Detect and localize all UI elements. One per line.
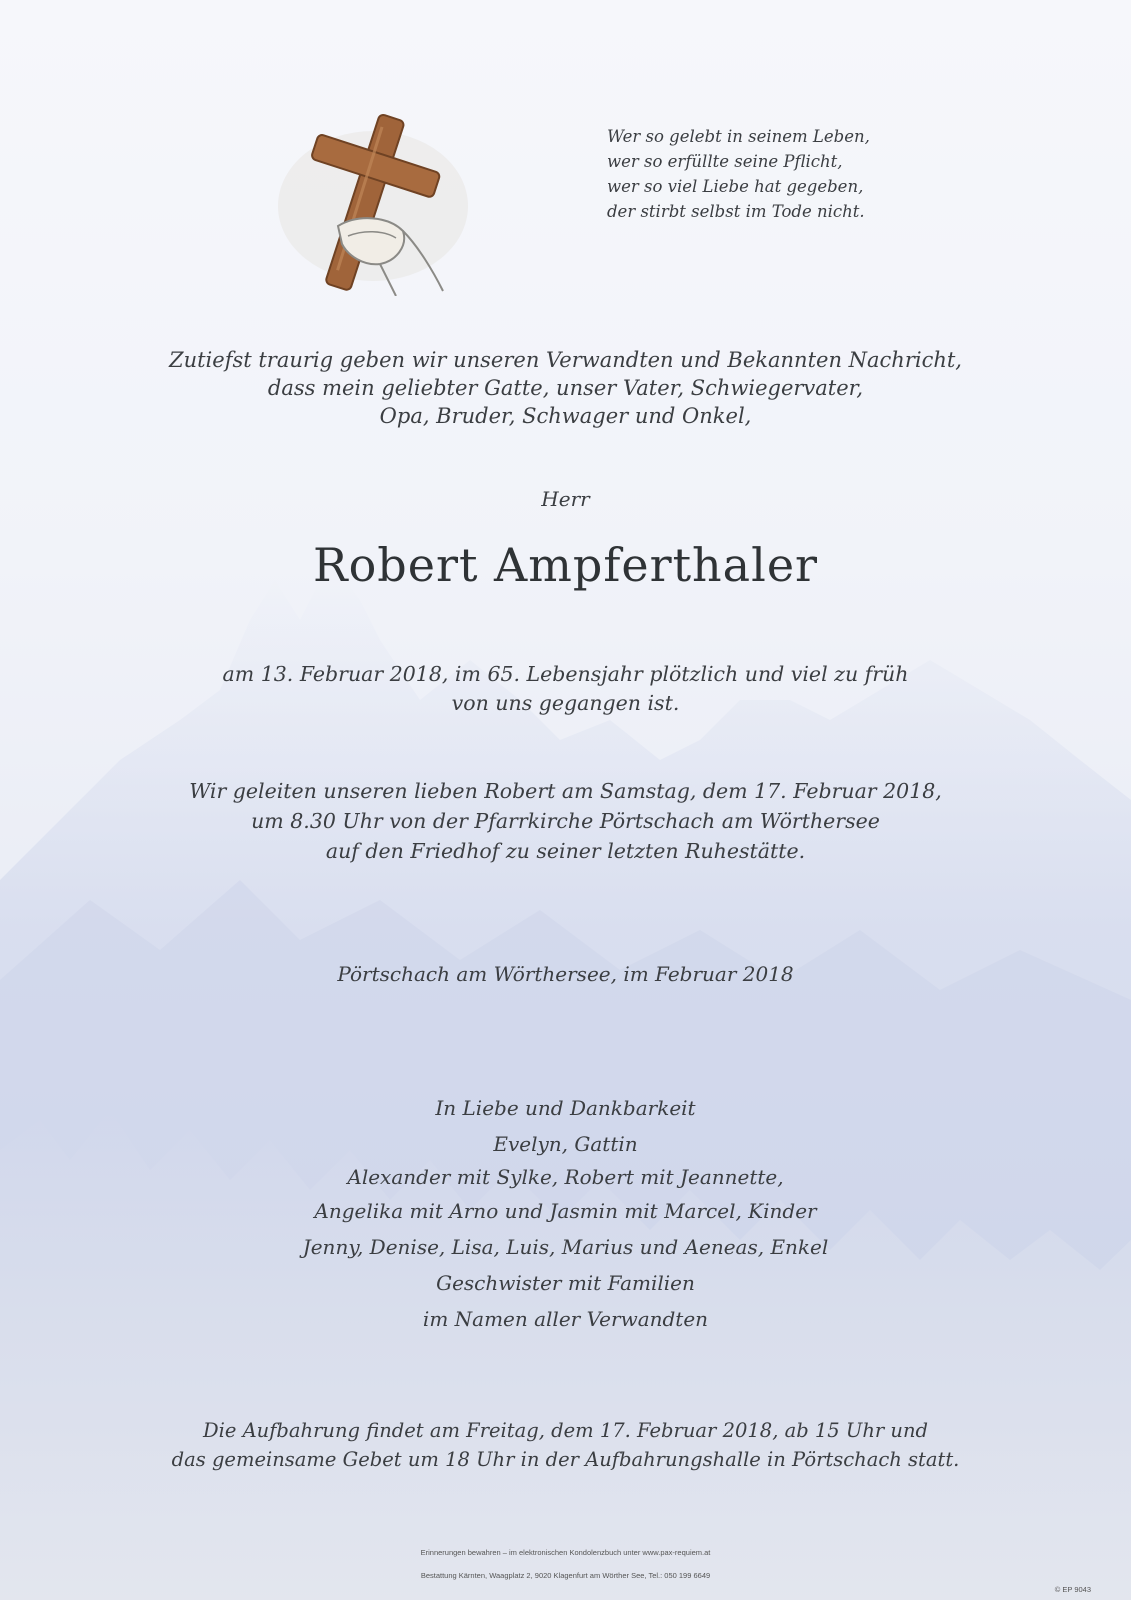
- mourner-entry: Alexander mit Sylke, Robert mit Jeannette,: [347, 1165, 784, 1189]
- deceased-name: Robert Ampferthaler: [312, 538, 819, 592]
- deceased-salutation: Herr: [541, 487, 590, 511]
- wake-line: Die Aufbahrung findet am Freitag, dem 17. Februar 2018, ab 15 Uhr und: [202, 1419, 929, 1442]
- burial-notice: [0, 776, 1131, 866]
- mourners-heading: In Liebe und Dankbarkeit: [435, 1096, 696, 1120]
- burial-line: auf den Friedhof zu seiner letzten Ruhestätte.: [325, 839, 806, 863]
- mourners-list: [0, 1090, 1131, 1337]
- intro-line: dass mein geliebter Gatte, unser Vater, Schwiegervater,: [267, 376, 864, 400]
- funeral-home-address: Bestattung Kärnten, Waagplatz 2, 9020 Klagenfurt am Wörther See, Tel.: 050 199 6649: [420, 1571, 711, 1580]
- announcement-intro: [0, 346, 1131, 430]
- poem-line: der stirbt selbst im Tode nicht.: [607, 202, 865, 221]
- place-and-date: Pörtschach am Wörthersee, im Februar 2018: [337, 962, 794, 986]
- poem-line: wer so viel Liebe hat gegeben,: [607, 177, 864, 196]
- wake-notice: [0, 1416, 1131, 1474]
- memorial-poem: [607, 124, 937, 224]
- mourner-entry: Geschwister mit Familien: [436, 1271, 695, 1295]
- cross-in-hand-icon: [268, 96, 478, 296]
- mourner-entry: im Namen aller Verwandten: [422, 1307, 709, 1331]
- mourner-entry: Jenny, Denise, Lisa, Luis, Marius und Aeneas, Enkel: [302, 1235, 829, 1259]
- poem-line: wer so erfüllte seine Pflicht,: [607, 152, 843, 171]
- death-line: am 13. Februar 2018, im 65. Lebensjahr plötzlich und viel zu früh: [222, 662, 909, 686]
- condolence-book-link: Erinnerungen bewahren – im elektronischen Kondolenzbuch unter www.pax-requiem.at: [420, 1548, 711, 1557]
- intro-line: Zutiefst traurig geben wir unseren Verwandten und Bekannten Nachricht,: [169, 348, 962, 372]
- print-code: © EP 9043: [1054, 1585, 1091, 1594]
- mourner-entry: Angelika mit Arno und Jasmin mit Marcel, Kinder: [314, 1199, 817, 1223]
- burial-line: Wir geleiten unseren lieben Robert am Samstag, dem 17. Februar 2018,: [189, 779, 942, 803]
- burial-line: um 8.30 Uhr von der Pfarrkirche Pörtschach am Wörthersee: [251, 809, 880, 833]
- wake-line: das gemeinsame Gebet um 18 Uhr in der Aufbahrungshalle in Pörtschach statt.: [171, 1448, 960, 1471]
- death-line: von uns gegangen ist.: [451, 691, 680, 715]
- mourner-entry: Evelyn, Gattin: [493, 1132, 638, 1156]
- intro-line: Opa, Bruder, Schwager und Onkel,: [379, 404, 752, 428]
- death-notice: [0, 660, 1131, 718]
- poem-line: Wer so gelebt in seinem Leben,: [607, 127, 870, 146]
